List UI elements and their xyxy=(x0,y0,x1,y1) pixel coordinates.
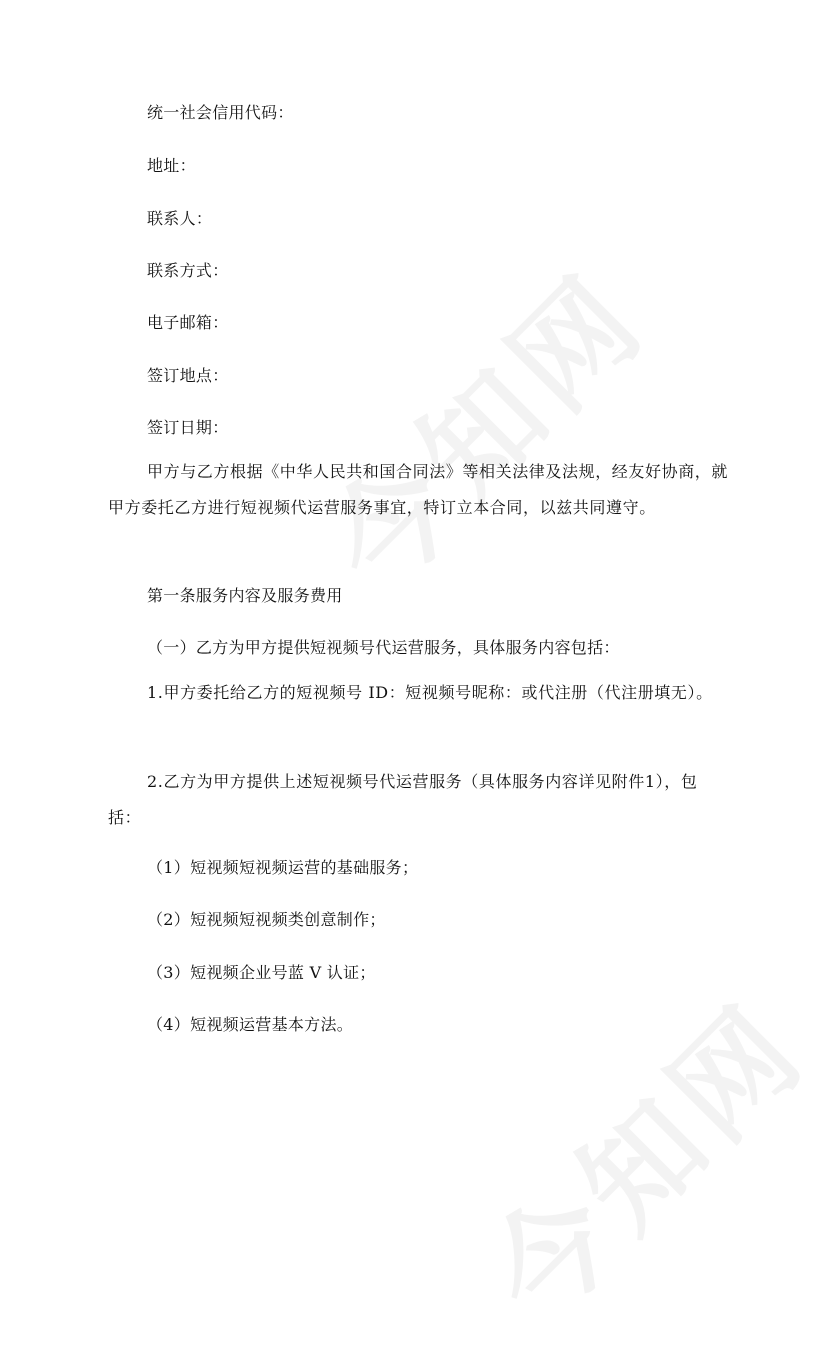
item-2: 2.乙方为甲方提供上述短视频号代运营服务（具体服务内容详见附件1），包括： xyxy=(108,772,698,827)
field-address: 地址： xyxy=(147,156,196,175)
clause-1: （一）乙方为甲方提供短视频号代运营服务，具体服务内容包括： xyxy=(147,638,620,657)
subitem-1: （1）短视频短视频运营的基础服务； xyxy=(147,858,419,877)
field-sign-place: 签订地点： xyxy=(147,366,229,385)
item-1: 1.甲方委托给乙方的短视频号 ID：短视频号昵称：或代注册（代注册填无）。 xyxy=(147,683,713,702)
field-credit-code: 统一社会信用代码： xyxy=(147,103,294,122)
field-email: 电子邮箱： xyxy=(147,313,229,332)
field-contact-person: 联系人： xyxy=(147,209,213,228)
watermark xyxy=(431,946,830,1363)
subitem-4: （4）短视频运营基本方法。 xyxy=(147,1015,354,1034)
intro-paragraph: 甲方与乙方根据《中华人民共和国合同法》等相关法律及法规，经友好协商，就甲方委托乙方进行短视频代运营服务事宜，特订立本合同，以兹共同遵守。 xyxy=(108,462,729,517)
field-sign-date: 签订日期： xyxy=(147,418,229,437)
watermark xyxy=(271,216,688,633)
subitem-2: （2）短视频短视频类创意制作； xyxy=(147,910,386,929)
subitem-3: （3）短视频企业号蓝 V 认证； xyxy=(147,963,376,982)
field-contact-method: 联系方式： xyxy=(147,261,229,280)
article-1-title: 第一条服务内容及服务费用 xyxy=(147,586,343,605)
